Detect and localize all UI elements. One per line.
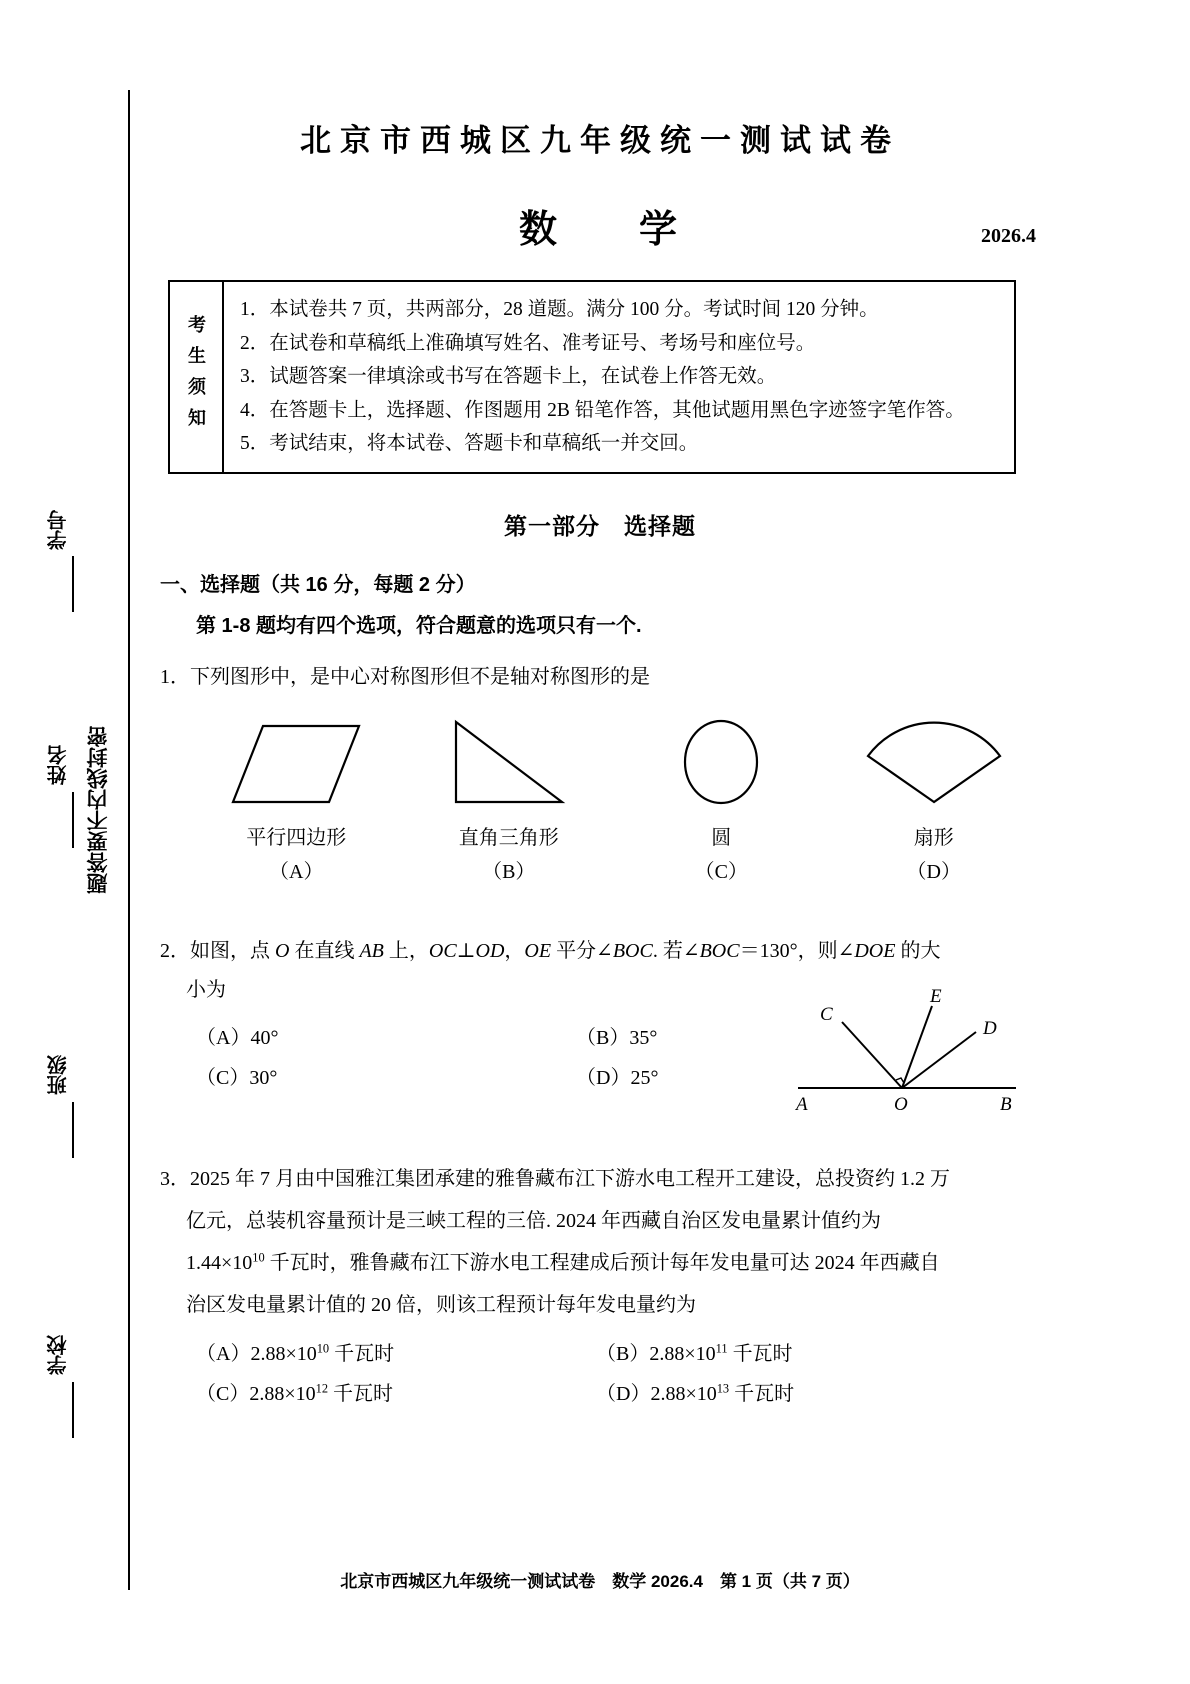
option-c-mantissa: 2.88×10 xyxy=(249,1382,316,1405)
question-3-number: 3． xyxy=(160,1167,190,1190)
subject-name: 数 学 xyxy=(518,209,699,251)
notice-item: 4．在答题卡上，选择题、作图题用 2B 铅笔作答，其他试题用黑色字迹签字笔作答。 xyxy=(240,399,965,421)
q2-part: 的大 xyxy=(895,939,941,962)
question-1 xyxy=(160,658,1040,884)
option-a[interactable] xyxy=(196,1337,596,1366)
question-2 xyxy=(160,932,1040,1114)
option-a-unit: 千瓦时 xyxy=(329,1342,395,1365)
option-d[interactable] xyxy=(596,1377,996,1406)
option-b-unit: 千瓦时 xyxy=(727,1342,793,1365)
figure-cell xyxy=(828,709,1041,814)
q2-part: ， xyxy=(504,939,525,962)
page-footer: 北京市西城区九年级统一测试试卷 数学 2026.4 第 1 页（共 7 页） xyxy=(340,1572,860,1591)
svg-text:A: A xyxy=(796,1093,808,1114)
notice-item: 5．考试结束，将本试卷、答题卡和草稿纸一并交回。 xyxy=(240,433,699,455)
option-c-unit: 千瓦时 xyxy=(328,1382,394,1405)
option-a-exponent: 10 xyxy=(316,1341,330,1355)
field-underline-xuexiao xyxy=(72,1382,74,1438)
question-3-line-3 xyxy=(160,1242,1040,1284)
q3-line3-rest: 千瓦时，雅鲁藏布江下游水电工程建成后预计每年发电量可达 2024 年西藏自 xyxy=(264,1251,940,1274)
figure-label: 直角三角形 xyxy=(458,826,559,849)
option-c[interactable]: （C）30° xyxy=(196,1066,278,1089)
option-d-unit: 千瓦时 xyxy=(729,1382,795,1405)
notice-label-text: 考生须知 xyxy=(186,314,206,439)
option-c[interactable] xyxy=(196,1377,596,1406)
option-d[interactable]: （D）25° xyxy=(576,1066,659,1089)
question-2-stem-line2: 小为 xyxy=(186,978,226,1001)
parallelogram-icon xyxy=(221,714,371,814)
option-letter-b[interactable]: （B） xyxy=(482,860,536,883)
option-b[interactable]: （B）35° xyxy=(576,1026,658,1049)
question-2-number: 2． xyxy=(160,939,190,962)
notice-item: 1．本试卷共 7 页，共两部分，28 道题。满分 100 分。考试时间 120 分钟。 xyxy=(240,299,879,320)
exam-page xyxy=(160,0,1040,1684)
question-2-diagram xyxy=(780,984,1030,1119)
circle-icon xyxy=(646,714,796,814)
option-letter-c[interactable]: （C） xyxy=(694,860,748,883)
seal-line-sidebar xyxy=(0,0,140,1684)
field-label-xuexiao: 学校 xyxy=(48,1335,70,1375)
question-3-options-row2 xyxy=(160,1377,1040,1406)
option-d-letter: （D） xyxy=(596,1382,651,1405)
figure-cell xyxy=(615,709,828,814)
seal-line-text: 题答要不内线封密 xyxy=(87,726,110,894)
sidebar-vertical-rule xyxy=(128,90,130,1590)
q2-math: BOC xyxy=(699,939,740,962)
q2-part: . 若∠ xyxy=(652,939,700,962)
section-subnote: 第 1-8 题均有四个选项，符合题意的选项只有一个. xyxy=(196,614,642,637)
q2-math: O xyxy=(275,939,290,962)
question-3-line-2: 亿元，总装机容量预计是三峡工程的三倍. 2024 年西藏自治区发电量累计值约为 xyxy=(186,1209,881,1232)
svg-text:D: D xyxy=(983,1017,997,1039)
q3-mantissa: 1.44×10 xyxy=(186,1251,253,1274)
q2-math: OD xyxy=(475,939,505,962)
question-1-stem xyxy=(160,658,1040,697)
option-a-mantissa: 2.88×10 xyxy=(250,1342,317,1365)
q3-exponent: 10 xyxy=(252,1250,265,1264)
notice-items xyxy=(224,282,1014,472)
angle-diagram-icon xyxy=(780,984,1030,1114)
q2-math: DOE xyxy=(854,939,896,962)
q2-math: AB xyxy=(359,939,384,962)
svg-text:B: B xyxy=(1000,1093,1012,1114)
question-3 xyxy=(160,1158,1040,1406)
page-title: 北京市西城区九年级统一测试试卷 xyxy=(300,123,900,158)
q2-part: 如图，点 xyxy=(190,939,275,962)
candidate-notice-box xyxy=(168,280,1016,474)
section-heading-multiple-choice: 一、选择题（共 16 分，每题 2 分） xyxy=(160,573,476,596)
question-1-option-letters xyxy=(160,855,1040,884)
field-underline-xuehao xyxy=(72,556,74,612)
question-3-text-1: 2025 年 7 月由中国雅江集团承建的雅鲁藏布江下游水电工程开工建设，总投资约 1.2 万 xyxy=(190,1167,950,1190)
question-3-options-row1 xyxy=(160,1337,1040,1366)
field-label-banji: 班级 xyxy=(48,1055,70,1095)
figure-cell xyxy=(403,709,616,814)
field-underline-banji xyxy=(72,1102,74,1158)
option-a-letter: （A） xyxy=(196,1342,251,1365)
option-c-letter: （C） xyxy=(196,1382,250,1405)
option-b[interactable] xyxy=(596,1337,996,1366)
figure-label: 扇形 xyxy=(913,826,954,849)
figure-label: 平行四边形 xyxy=(246,826,347,849)
option-letter-a[interactable]: （A） xyxy=(269,860,324,883)
option-a[interactable]: （A）40° xyxy=(196,1026,279,1049)
question-3-line-4: 治区发电量累计值的 20 倍，则该工程预计每年发电量约为 xyxy=(186,1293,696,1316)
question-3-line-1 xyxy=(160,1158,1040,1200)
question-2-stem xyxy=(160,932,1040,971)
q2-math: BOC xyxy=(612,939,653,962)
q2-part: ⊥ xyxy=(456,939,476,962)
figure-label: 圆 xyxy=(711,826,732,849)
option-c-exponent: 12 xyxy=(315,1381,329,1395)
option-letter-d[interactable]: （D） xyxy=(906,860,961,883)
notice-label-cell xyxy=(170,282,224,472)
option-d-exponent: 13 xyxy=(716,1381,730,1395)
part-one-heading: 第一部分 选择题 xyxy=(504,512,696,539)
field-label-xuehao: 学号 xyxy=(48,510,70,550)
question-1-stem-text: 下列图形中，是中心对称图形但不是轴对称图形的是 xyxy=(190,665,650,688)
q2-math: OE xyxy=(524,939,552,962)
question-1-number: 1． xyxy=(160,665,190,688)
svg-text:E: E xyxy=(930,985,942,1007)
field-label-xingming: 姓名 xyxy=(48,745,70,785)
option-b-mantissa: 2.88×10 xyxy=(649,1342,716,1365)
figure-cell xyxy=(190,709,403,814)
notice-item: 3．试题答案一律填涂或书写在答题卡上，在试卷上作答无效。 xyxy=(240,366,777,388)
notice-item: 2．在试卷和草稿纸上准确填写姓名、准考证号、考场号和座位号。 xyxy=(240,332,816,354)
option-b-letter: （B） xyxy=(596,1342,650,1365)
sector-icon xyxy=(854,714,1014,814)
q2-math: OC xyxy=(428,939,457,962)
svg-text:O: O xyxy=(894,1093,908,1114)
question-1-figure-labels xyxy=(160,821,1040,850)
q2-part: ＝130°，则∠ xyxy=(739,939,855,962)
q2-part: 在直线 xyxy=(289,939,360,962)
subject-row xyxy=(160,198,1040,250)
exam-date: 2026.4 xyxy=(981,225,1036,247)
field-underline-xingming xyxy=(72,792,74,848)
svg-text:C: C xyxy=(820,1003,833,1025)
question-1-figures xyxy=(160,709,1040,814)
q2-part: 上， xyxy=(383,939,429,962)
right-triangle-icon xyxy=(434,714,584,814)
q2-part: 平分∠ xyxy=(551,939,613,962)
option-d-mantissa: 2.88×10 xyxy=(650,1382,717,1405)
option-b-exponent: 11 xyxy=(715,1341,728,1355)
